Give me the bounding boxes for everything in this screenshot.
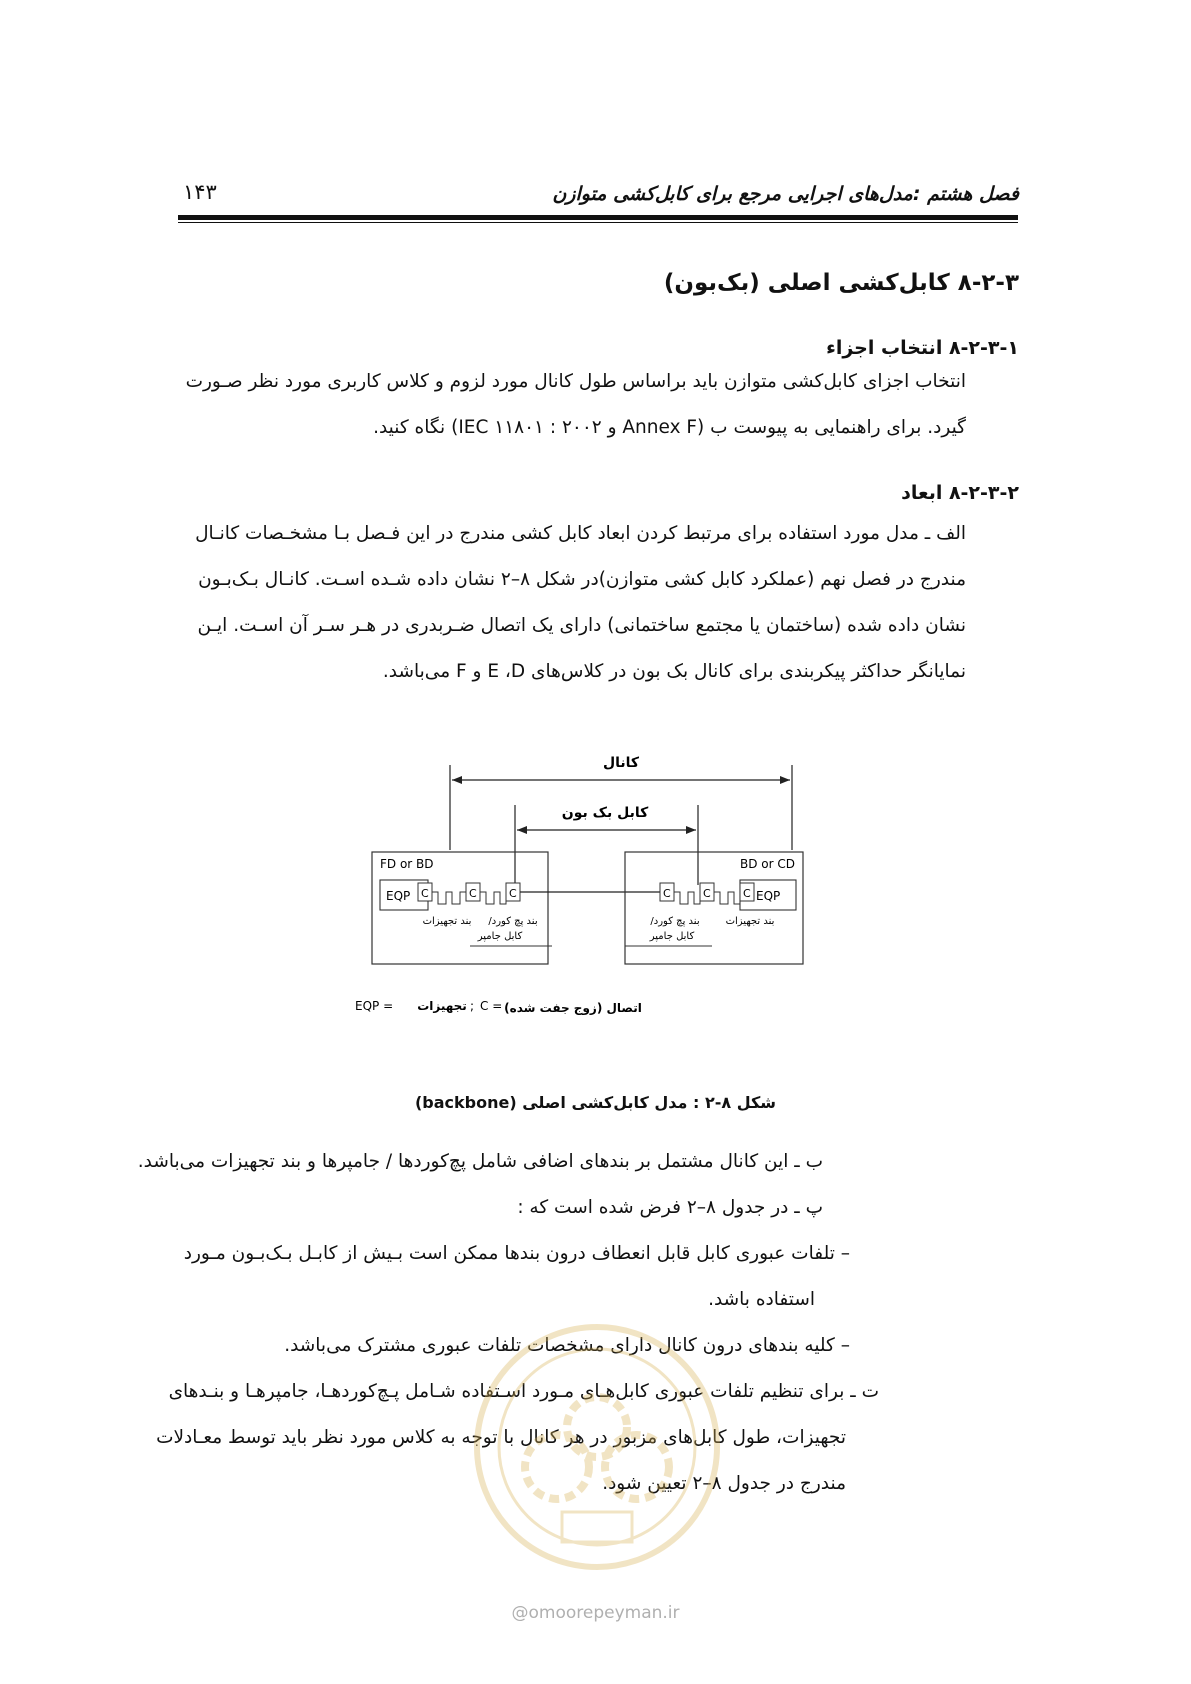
right-box-label: BD or CD (740, 857, 795, 871)
sub2-line-2: مندرج در فصل نهم (عملکرد کابل کشی متوازن)در شکل ۸–۲ نشان داده شـده اسـت. کانـال بـک‌بـون (198, 569, 966, 590)
left-eqp-label: EQP (386, 889, 411, 903)
section-heading: ۸-۲-۳ کابل‌کشی اصلی (بک‌بون) (663, 270, 1019, 296)
subsection-heading-2: ۸-۲-۳-۲ ابعاد (901, 482, 1019, 504)
sub2-line-1: الف ـ مدل مورد استفاده برای مرتبط کردن ابعاد کابل کشی مندرج در این فـصل بـا مشخـصات کانـال (195, 523, 966, 544)
legend-c: C = (480, 999, 503, 1013)
subsection-heading-1: ۸-۲-۳-۱ انتخاب اجزاء (826, 337, 1019, 359)
running-head: فصل هشتم :مدل‌های اجرایی مرجع برای کابل‌کشی متوازن (552, 183, 1019, 205)
item-b: ب ـ این کانال مشتمل بر بندهای اضافی شامل پچ‌کوردها / جامپرها و بند تجهیزات می‌باشد. (137, 1151, 823, 1172)
header-rule-thin (178, 222, 1018, 223)
backbone-arrow-head-left (517, 826, 527, 834)
right-equipment-cord (714, 892, 740, 904)
left-equipment-cord-label: بند تجهیزات (422, 916, 472, 927)
right-connection-3-label: C (743, 887, 751, 900)
sub1-line-2: گیرد. برای راهنمایی به پیوست ب (Annex F و ۲۰۰۲ : ۱۱۸۰۱ IEC) نگاه کنید. (373, 417, 966, 438)
left-connection-1-label: C (421, 887, 429, 900)
item-dash2: – کلیه بندهای درون کانال دارای مشخصات تلفات عبوری مشترک می‌باشد. (284, 1335, 850, 1356)
sub2-line-4: نمایانگر حداکثر پیکربندی برای کانال بک بون در کلاس‌های E ،D و F می‌باشد. (382, 661, 966, 682)
figure-caption: شکل ۸-۲ : مدل کابل‌کشی اصلی (backbone) (414, 1093, 777, 1112)
right-equipment-cord-label: بند تجهیزات (725, 916, 775, 927)
watermark-seal-icon (467, 1317, 727, 1577)
right-patch-cord (674, 892, 700, 904)
left-equipment-cord (432, 892, 466, 904)
legend-c-meaning: اتصال (زوج جفت شده) (504, 1001, 642, 1015)
sub1-line-1: انتخاب اجزای کابل‌کشی متوازن باید براساس طول کانال مورد لزوم و کلاس کاربری مورد نظر صـورت (185, 371, 966, 392)
item-dash1-line2: استفاده باشد. (708, 1289, 815, 1310)
sub2-line-3: نشان داده شده (ساختمان یا مجتمع ساختمانی) دارای یک اتصال ضـربدری در هـر سـر آن اسـت. ایـن (197, 615, 966, 636)
page-number: ۱۴۳ (183, 180, 217, 204)
item-t-line1: ت ـ برای تنظیم تلفات عبوری کابل‌هـای مـورد اسـتفاده شـامل پـچ‌کوردهـا، جامپرهـا و بنـدهای (168, 1381, 879, 1402)
left-jumper-label: کابل جامپر (477, 931, 523, 942)
header-rule-thick (178, 215, 1018, 220)
item-t-line2: تجهیزات، طول کابل‌های مزبور در هر کانال با توجه به کلاس مورد نظر باید توسط معـادلات (156, 1427, 846, 1448)
legend-eqp-meaning: تجهیزات (417, 999, 467, 1013)
left-patch-cord (480, 892, 506, 904)
left-connection-3-label: C (509, 887, 517, 900)
legend-eqp: EQP = (355, 999, 394, 1013)
channel-label: کانال (602, 755, 640, 771)
right-connection-2-label: C (703, 887, 711, 900)
channel-arrow-head-left (452, 776, 462, 784)
right-eqp-label: EQP (756, 889, 781, 903)
legend-separator: ; (470, 999, 475, 1013)
left-connection-2-label: C (469, 887, 477, 900)
watermark-url: @omoorepeyman.ir (511, 1603, 680, 1623)
item-p: پ ـ در جدول ۸–۲ فرض شده است که : (517, 1197, 823, 1218)
item-dash1-line1: – تلفات عبوری کابل قابل انعطاف درون بندها ممکن است بـیش از کابـل بـک‌بـون مـورد (183, 1243, 850, 1264)
right-jumper-label: کابل جامپر (649, 931, 695, 942)
left-patch-cord-label: بند پچ کورد/ (488, 916, 538, 927)
backbone-label: کابل بک بون (561, 805, 649, 821)
channel-arrow-head-right (780, 776, 790, 784)
item-t-line3: مندرج در جدول ۸–۲ تعیین شود. (602, 1473, 846, 1494)
left-box-label: FD or BD (380, 857, 434, 871)
right-patch-cord-label: بند پچ کورد/ (650, 916, 700, 927)
right-connection-1-label: C (663, 887, 671, 900)
backbone-cabling-diagram (320, 740, 880, 1040)
backbone-arrow-head-right (686, 826, 696, 834)
